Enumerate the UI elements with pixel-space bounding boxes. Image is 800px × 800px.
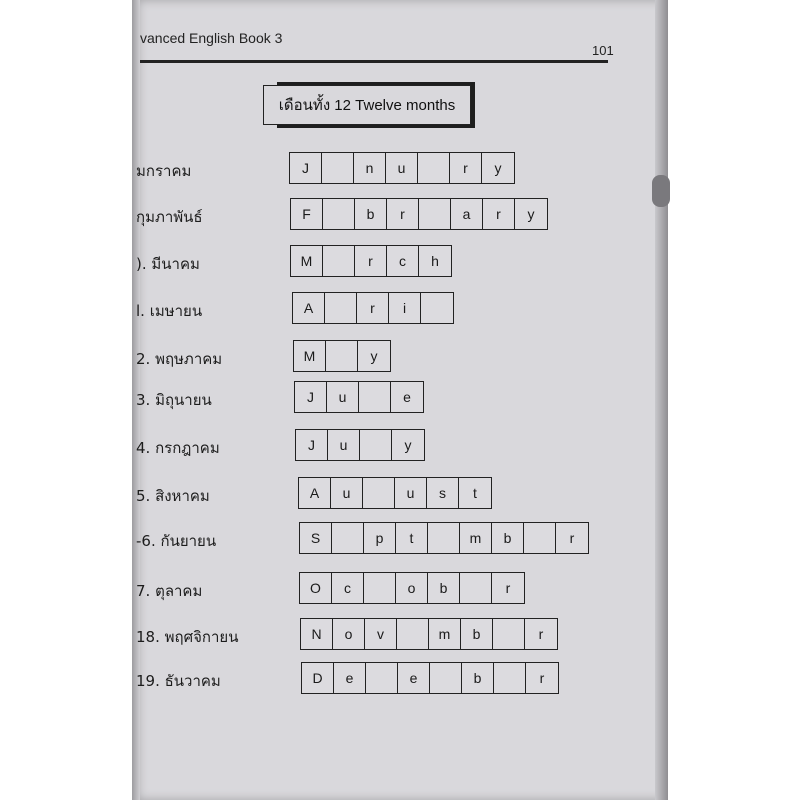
month-label: 5. สิงหาคม xyxy=(136,487,210,505)
letter-cell xyxy=(359,382,391,412)
letter-cell: b xyxy=(462,663,494,693)
letter-cell: i xyxy=(389,293,421,323)
book-title: vanced English Book 3 xyxy=(140,30,283,46)
letter-cell: r xyxy=(387,199,419,229)
letter-cell: O xyxy=(300,573,332,603)
letter-cell: t xyxy=(396,523,428,553)
letter-cell: D xyxy=(302,663,334,693)
letter-cell: N xyxy=(301,619,333,649)
letter-cell xyxy=(428,523,460,553)
letter-cell: b xyxy=(492,523,524,553)
letter-cell: h xyxy=(431,253,439,269)
letter-cell: r xyxy=(569,530,575,546)
month-label: 3. มิถุนายน xyxy=(136,391,212,409)
letter-cell: u xyxy=(386,153,418,183)
letter-box-row xyxy=(293,340,391,372)
letter-cell: S xyxy=(300,523,332,553)
letter-cell xyxy=(363,478,395,508)
exercise-title: เดือนทั้ง 12 Twelve months xyxy=(263,85,471,125)
letter-box-row xyxy=(289,152,515,184)
letter-box-row xyxy=(299,522,589,554)
letter-cell: F xyxy=(291,199,323,229)
letter-cell xyxy=(326,341,358,371)
letter-box-row xyxy=(292,292,454,324)
letter-box-row xyxy=(290,245,452,277)
letter-cell xyxy=(493,619,525,649)
letter-box-row xyxy=(294,381,424,413)
month-label: 19. ธันวาคม xyxy=(136,672,221,690)
letter-cell: o xyxy=(333,619,365,649)
letter-cell: n xyxy=(354,153,386,183)
letter-cell: p xyxy=(364,523,396,553)
month-label: 2. พฤษภาคม xyxy=(136,350,223,368)
letter-cell: r xyxy=(505,580,511,596)
month-label: 18. พฤศจิกายน xyxy=(136,628,239,646)
month-label: 4. กรกฎาคม xyxy=(136,439,220,457)
letter-cell: e xyxy=(403,389,411,405)
letter-box-row xyxy=(299,572,525,604)
letter-cell xyxy=(397,619,429,649)
letter-cell: u xyxy=(328,430,360,460)
letter-cell: s xyxy=(427,478,459,508)
letter-box-row xyxy=(300,618,558,650)
letter-cell: M xyxy=(294,341,326,371)
letter-cell xyxy=(421,293,453,323)
letter-cell: e xyxy=(398,663,430,693)
letter-cell: e xyxy=(334,663,366,693)
page-number: 101 xyxy=(592,43,614,58)
letter-cell xyxy=(332,523,364,553)
letter-cell: b xyxy=(461,619,493,649)
letter-box-row xyxy=(301,662,559,694)
letter-cell: r xyxy=(355,246,387,276)
letter-cell: r xyxy=(539,670,545,686)
letter-cell xyxy=(322,153,354,183)
month-label: -6. กันยายน xyxy=(136,532,217,550)
letter-cell: c xyxy=(387,246,419,276)
letter-cell xyxy=(325,293,357,323)
letter-cell: u xyxy=(331,478,363,508)
letter-cell: m xyxy=(460,523,492,553)
letter-cell: u xyxy=(327,382,359,412)
letter-cell: A xyxy=(299,478,331,508)
letter-cell xyxy=(430,663,462,693)
letter-cell xyxy=(419,199,451,229)
letter-cell: r xyxy=(538,626,544,642)
letter-cell xyxy=(323,246,355,276)
letter-cell xyxy=(494,663,526,693)
letter-cell: o xyxy=(396,573,428,603)
month-label: 7. ตุลาคม xyxy=(136,582,203,600)
letter-cell: c xyxy=(332,573,364,603)
letter-cell: J xyxy=(296,430,328,460)
letter-cell: y xyxy=(370,348,378,364)
month-label: มกราคม xyxy=(136,162,192,180)
letter-cell: r xyxy=(450,153,482,183)
month-label: l. เมษายน xyxy=(136,302,203,320)
letter-cell: A xyxy=(293,293,325,323)
letter-cell xyxy=(460,573,492,603)
letter-cell: r xyxy=(483,199,515,229)
letter-cell: t xyxy=(473,485,477,501)
letter-cell: y xyxy=(404,437,412,453)
letter-cell xyxy=(323,199,355,229)
letter-cell: v xyxy=(365,619,397,649)
letter-cell xyxy=(366,663,398,693)
month-label: ). มีนาคม xyxy=(136,255,200,273)
letter-cell xyxy=(364,573,396,603)
letter-cell xyxy=(418,153,450,183)
letter-box-row xyxy=(290,198,548,230)
letter-cell: b xyxy=(428,573,460,603)
letter-box-row xyxy=(295,429,425,461)
header-rule xyxy=(140,60,608,63)
letter-cell: M xyxy=(291,246,323,276)
month-label: กุมภาพันธ์ xyxy=(136,208,203,226)
letter-cell: J xyxy=(290,153,322,183)
page-edge xyxy=(655,0,668,800)
binder-clip xyxy=(652,175,670,207)
letter-cell: m xyxy=(429,619,461,649)
letter-box-row xyxy=(298,477,492,509)
letter-cell: u xyxy=(395,478,427,508)
letter-cell: y xyxy=(494,160,502,176)
letter-cell: r xyxy=(357,293,389,323)
letter-cell: a xyxy=(451,199,483,229)
letter-cell: J xyxy=(295,382,327,412)
letter-cell xyxy=(360,430,392,460)
letter-cell xyxy=(524,523,556,553)
letter-cell: b xyxy=(355,199,387,229)
letter-cell: y xyxy=(527,206,535,222)
